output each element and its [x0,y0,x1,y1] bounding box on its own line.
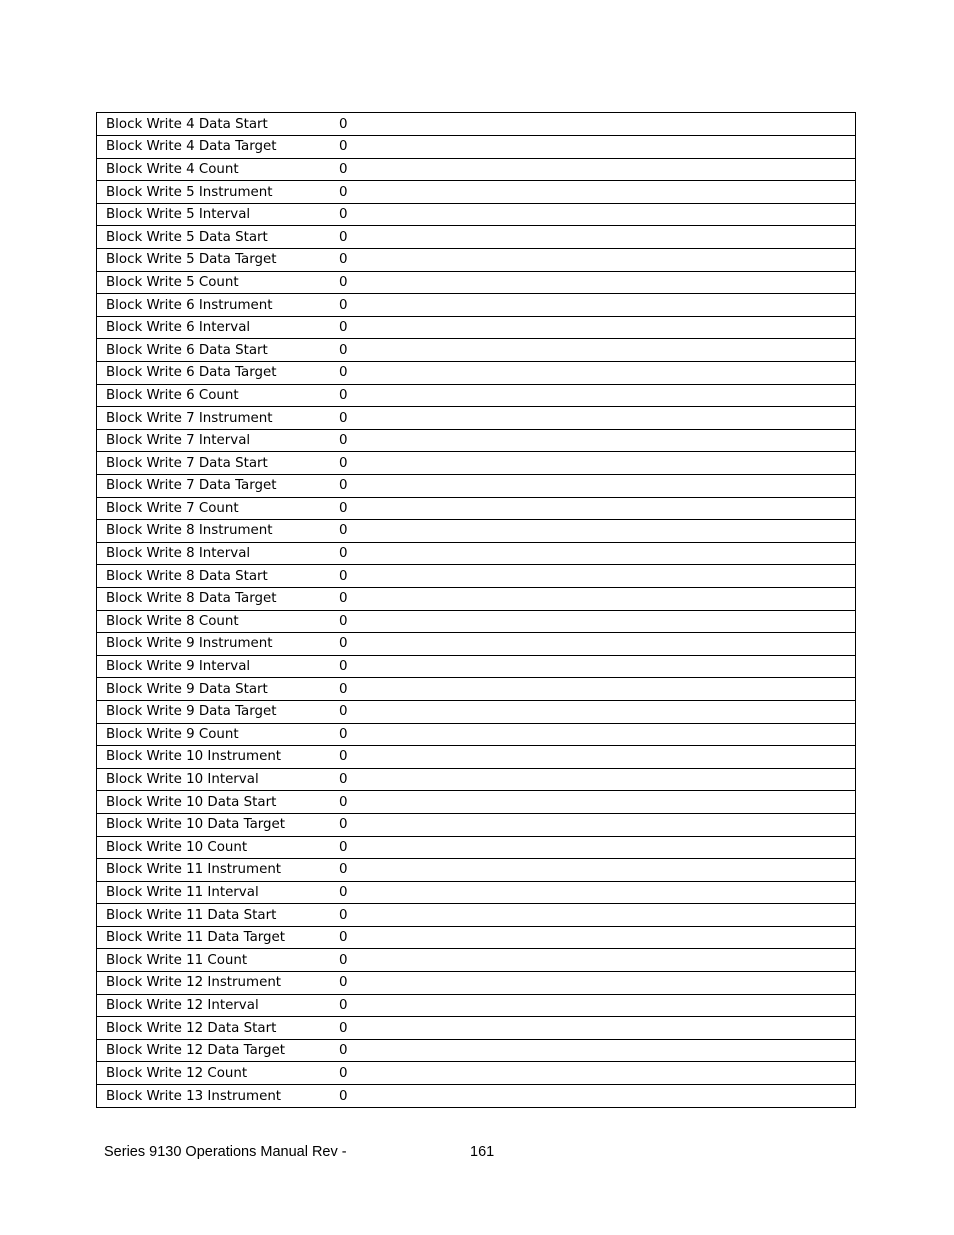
table-row [97,723,855,746]
parameter-name-cell: Block Write 11 Interval [97,881,330,904]
parameter-name-cell: Block Write 4 Count [97,158,330,181]
parameter-value-cell: 0 [330,565,855,588]
table-row [97,475,855,498]
parameter-value-cell: 0 [330,429,855,452]
parameter-name-cell: Block Write 10 Data Target [97,813,330,836]
parameter-name-cell: Block Write 11 Instrument [97,859,330,882]
parameter-value-cell: 0 [339,116,348,132]
parameter-value-cell: 0 [330,158,855,181]
parameter-value-cell: 0 [330,542,855,565]
table-row [97,1085,855,1108]
parameter-name-cell: Block Write 8 Interval [97,542,330,565]
table-row [97,384,855,407]
parameter-name-cell: Block Write 7 Count [97,497,330,520]
parameter-value-cell: 0 [330,972,855,995]
table-row [97,136,855,159]
parameter-name-cell: Block Write 6 Instrument [97,294,330,317]
table-row [97,1039,855,1062]
parameter-name-cell: Block Write 5 Count [97,271,330,294]
parameter-name-cell: Block Write 9 Data Start [97,678,330,701]
table-row [97,836,855,859]
parameter-value-cell: 0 [330,407,855,430]
parameter-name-cell: Block Write 12 Count [97,1062,330,1085]
parameter-name-cell: Block Write 12 Interval [97,994,330,1017]
parameter-value-cell: 0 [330,475,855,498]
parameter-value-cell: 0 [330,181,855,204]
table-row [97,881,855,904]
parameter-name-cell: Block Write 4 Data Start [106,116,268,132]
parameter-value-cell: 0 [330,994,855,1017]
parameter-name-cell: Block Write 13 Instrument [97,1085,330,1108]
parameter-value-cell: 0 [330,655,855,678]
parameter-name-cell: Block Write 8 Data Start [97,565,330,588]
parameter-value-cell: 0 [330,1017,855,1040]
parameter-value-cell: 0 [330,904,855,927]
table-row [97,633,855,656]
table-row [97,316,855,339]
parameter-value-cell: 0 [330,768,855,791]
table-row [97,271,855,294]
parameter-name-cell: Block Write 9 Count [97,723,330,746]
table-row [97,904,855,927]
page-number: 161 [470,1144,495,1160]
table-row [97,1017,855,1040]
parameter-value-cell: 0 [330,249,855,272]
table-row [97,949,855,972]
table-row [97,587,855,610]
parameter-table [97,113,855,1107]
table-row [97,926,855,949]
table-row [97,407,855,430]
parameter-value-cell: 0 [330,723,855,746]
table-row [97,452,855,475]
table-row [97,1062,855,1085]
parameter-value-cell: 0 [330,881,855,904]
table-row [97,542,855,565]
parameter-name-cell: Block Write 11 Count [97,949,330,972]
table-row [97,429,855,452]
parameter-name-cell: Block Write 5 Data Start [97,226,330,249]
parameter-name-cell: Block Write 11 Data Start [97,904,330,927]
parameter-name-cell: Block Write 8 Data Target [97,587,330,610]
parameter-name-cell: Block Write 10 Data Start [97,791,330,814]
parameter-name-cell: Block Write 10 Count [97,836,330,859]
parameter-name-cell: Block Write 5 Data Target [97,249,330,272]
parameter-name-cell: Block Write 6 Interval [97,316,330,339]
parameter-value-cell: 0 [330,813,855,836]
table-row [97,497,855,520]
parameter-value-cell: 0 [330,1062,855,1085]
parameter-name-cell: Block Write 9 Instrument [97,633,330,656]
parameter-value-cell: 0 [330,746,855,769]
parameter-value-cell: 0 [330,836,855,859]
parameter-table-body [97,113,855,1107]
parameter-name-cell: Block Write 8 Instrument [97,520,330,543]
parameter-value-cell: 0 [330,1085,855,1108]
parameter-value-cell: 0 [330,610,855,633]
table-row [97,859,855,882]
table-row [97,994,855,1017]
table-row [97,678,855,701]
table-row [97,249,855,272]
parameter-value-cell: 0 [330,316,855,339]
parameter-value-cell: 0 [330,587,855,610]
table-row [97,294,855,317]
parameter-value-cell: 0 [330,678,855,701]
parameter-name-cell: Block Write 8 Count [97,610,330,633]
parameter-value-cell: 0 [330,226,855,249]
parameter-name-cell: Block Write 5 Instrument [97,181,330,204]
parameter-table-container [96,112,856,1108]
parameter-name-cell: Block Write 10 Instrument [97,746,330,769]
parameter-value-cell: 0 [330,700,855,723]
parameter-value-cell: 0 [330,294,855,317]
table-row [97,768,855,791]
parameter-name-cell: Block Write 7 Data Start [97,452,330,475]
parameter-value-cell: 0 [330,949,855,972]
parameter-value-cell: 0 [330,791,855,814]
table-row [97,700,855,723]
footer-title: Series 9130 Operations Manual Rev - [104,1144,347,1160]
parameter-value-cell: 0 [330,1039,855,1062]
table-row [97,565,855,588]
table-row [97,746,855,769]
parameter-value-cell: 0 [330,452,855,475]
parameter-name-cell: Block Write 12 Instrument [97,972,330,995]
parameter-value-cell: 0 [330,520,855,543]
parameter-name-cell: Block Write 6 Data Target [97,362,330,385]
table-row [97,655,855,678]
table-row [97,181,855,204]
table-row [97,972,855,995]
parameter-value-cell: 0 [330,497,855,520]
table-row [97,113,855,136]
parameter-name-cell: Block Write 6 Count [97,384,330,407]
parameter-value-cell: 0 [330,926,855,949]
parameter-value-cell: 0 [330,633,855,656]
parameter-name-cell: Block Write 12 Data Target [97,1039,330,1062]
parameter-value-cell: 0 [330,859,855,882]
table-row [97,226,855,249]
parameter-name-cell: Block Write 6 Data Start [97,339,330,362]
table-row [97,362,855,385]
parameter-name-cell: Block Write 7 Data Target [97,475,330,498]
parameter-value-cell: 0 [330,339,855,362]
table-row [97,339,855,362]
parameter-value-cell: 0 [330,271,855,294]
parameter-name-cell: Block Write 7 Interval [97,429,330,452]
table-row [97,813,855,836]
parameter-value-cell: 0 [330,203,855,226]
parameter-name-cell: Block Write 10 Interval [97,768,330,791]
parameter-name-cell: Block Write 11 Data Target [97,926,330,949]
table-row [97,158,855,181]
table-row [97,610,855,633]
table-row [97,520,855,543]
parameter-value-cell: 0 [330,362,855,385]
parameter-name-cell: Block Write 7 Instrument [97,407,330,430]
parameter-name-cell: Block Write 9 Interval [97,655,330,678]
table-row [97,203,855,226]
table-row [97,791,855,814]
parameter-name-cell: Block Write 4 Data Target [97,136,330,159]
parameter-name-cell: Block Write 9 Data Target [97,700,330,723]
parameter-value-cell: 0 [330,384,855,407]
parameter-name-cell: Block Write 5 Interval [97,203,330,226]
parameter-value-cell: 0 [330,136,855,159]
parameter-name-cell: Block Write 12 Data Start [97,1017,330,1040]
